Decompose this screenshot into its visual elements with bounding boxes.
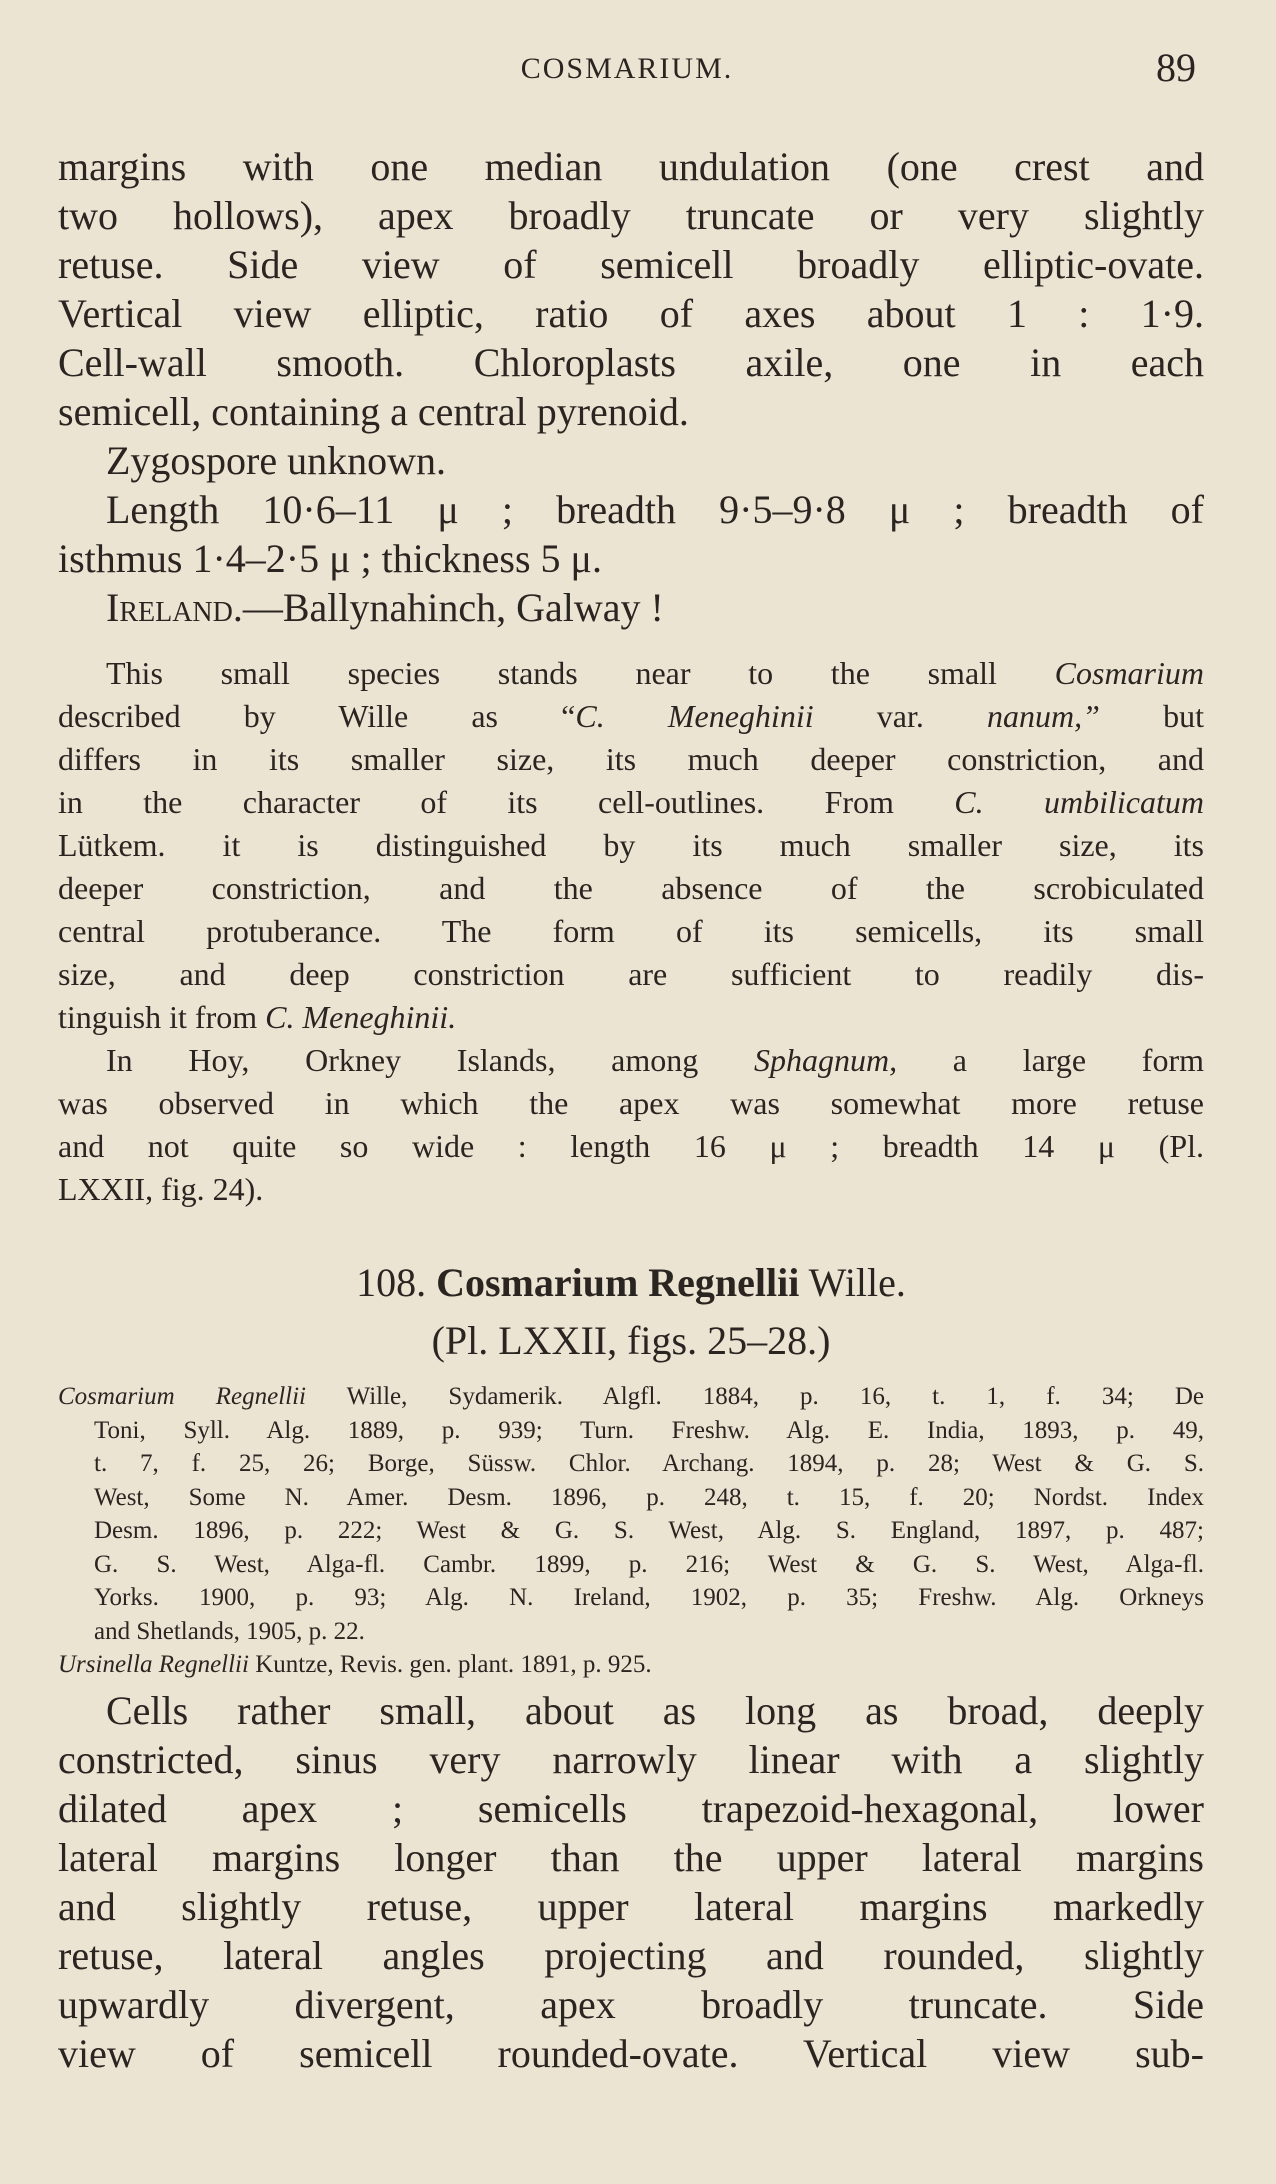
reference-line: Desm. 1896, p. 222; West & G. S. West, Alg. S. England, 1897, p. 487; <box>94 1517 1204 1544</box>
species-author: Wille. <box>799 1260 906 1305</box>
text-line: central protuberance. The form of its semicells, its small <box>58 913 1204 949</box>
text-line: was observed in which the apex was somewhat more retuse <box>58 1085 1204 1121</box>
species-heading <box>58 1254 1204 1370</box>
notes-paragraph <box>58 652 1204 1211</box>
reference-line: and Shetlands, 1905, p. 22. <box>94 1617 365 1645</box>
text-line: upwardly divergent, apex broadly truncate. Side <box>58 1982 1204 2027</box>
text-run: tinguish it from <box>58 999 266 1035</box>
text-run: This small species stands near to the small <box>106 655 1055 691</box>
text-run: a large form <box>897 1042 1205 1078</box>
reference-line: t. 7, f. 25, 26; Borge, Süssw. Chlor. Archang. 1894, p. 28; West & G. S. <box>94 1450 1204 1477</box>
italic-taxon: Sphagnum, <box>753 1042 898 1078</box>
text-line <box>58 652 1204 695</box>
text-line: Cells rather small, about as long as broad, deeply <box>106 1688 1204 1733</box>
text-line: deeper constriction, and the absence of the scrobiculated <box>58 870 1204 906</box>
species-number: 108. <box>356 1260 427 1305</box>
text-line <box>58 1039 1204 1082</box>
zygospore-note: Zygospore unknown. <box>106 438 446 483</box>
locality-country: Ireland. <box>106 585 243 630</box>
synonymy-references <box>58 1380 1204 1682</box>
text-line: semicell, containing a central pyrenoid. <box>58 389 689 434</box>
running-head: COSMARIUM. <box>520 52 734 85</box>
text-run: var. <box>813 698 988 734</box>
species-title <box>58 1254 1204 1312</box>
italic-taxon: Cosmarium Regnellii <box>58 1383 306 1410</box>
reference-line: Toni, Syll. Alg. 1889, p. 939; Turn. Freshw. Alg. E. India, 1893, p. 49, <box>94 1416 1204 1444</box>
italic-taxon: Ursinella Regnellii <box>58 1651 249 1678</box>
text-run: In Hoy, Orkney Islands, among <box>106 1042 754 1078</box>
text-line: margins with one median undulation (one crest and <box>58 144 1204 189</box>
italic-taxon: nanum,” <box>987 698 1100 734</box>
reference-line <box>58 1380 1204 1414</box>
text-line: and slightly retuse, upper lateral margins markedly <box>58 1884 1204 1929</box>
text-line: two hollows), apex broadly truncate or very slightly <box>58 193 1204 238</box>
text-line: retuse, lateral angles projecting and rounded, slightly <box>58 1933 1204 1978</box>
text-line: view of semicell rounded-ovate. Vertical view sub- <box>58 2031 1204 2076</box>
text-line <box>58 695 1204 738</box>
text-line: differs in its smaller size, its much deeper constriction, and <box>58 741 1204 777</box>
text-run: Wille, Sydamerik. Algfl. 1884, p. 16, t. 1, f. 34; De <box>306 1383 1205 1410</box>
reference-line: Yorks. 1900, p. 93; Alg. N. Ireland, 1902, p. 35; Freshw. Alg. Orkneys <box>94 1584 1204 1611</box>
plate-reference: (Pl. LXXII, figs. 25–28.) <box>431 1318 831 1363</box>
reference-block <box>58 1380 1204 1648</box>
text-line: lateral margins longer than the upper lateral margins <box>58 1835 1204 1880</box>
locality-place: —Ballynahinch, Galway ! <box>242 585 664 630</box>
text-line: constricted, sinus very narrowly linear with a slightly <box>58 1737 1204 1782</box>
italic-taxon: Cosmarium <box>1054 655 1204 691</box>
description-continued <box>58 142 1204 632</box>
text-run: Kuntze, Revis. gen. plant. 1891, p. 925. <box>248 1651 652 1678</box>
text-line: and not quite so wide : length 16 μ ; breadth 14 μ (Pl. <box>58 1128 1204 1164</box>
reference-block <box>58 1648 1204 1682</box>
italic-taxon: C. umbilicatum <box>954 784 1205 820</box>
text-run: in the character of its cell-outlines. From <box>58 784 955 820</box>
text-line <box>58 996 1204 1039</box>
text-line: dilated apex ; semicells trapezoid-hexagonal, lower <box>58 1786 1204 1831</box>
text-run: described by Wille as “ <box>58 698 576 734</box>
reference-line: West, Some N. Amer. Desm. 1896, p. 248, t. 15, f. 20; Nordst. Index <box>94 1483 1204 1511</box>
text-line: size, and deep constriction are sufficient to readily dis- <box>58 956 1204 992</box>
page-header <box>58 44 1196 104</box>
reference-line: G. S. West, Alga-fl. Cambr. 1899, p. 216; West & G. S. West, Alga-fl. <box>94 1550 1204 1578</box>
text-line: retuse. Side view of semicell broadly elliptic-ovate. <box>58 242 1204 287</box>
text-line <box>58 781 1204 824</box>
text-line: Lütkem. it is distinguished by its much smaller size, its <box>58 827 1204 863</box>
reference-line <box>58 1648 1204 1682</box>
locality-line <box>58 583 1204 632</box>
text-run: but <box>1099 698 1205 734</box>
species-name: Cosmarium Regnellii <box>436 1260 800 1305</box>
italic-taxon: C. Meneghinii <box>575 698 814 734</box>
species-description <box>58 1686 1204 2078</box>
page-number: 89 <box>1156 45 1196 90</box>
text-line: LXXII, fig. 24). <box>58 1171 264 1207</box>
italic-taxon: C. Meneghinii. <box>265 999 457 1035</box>
measurements-line: Length 10·6–11 μ ; breadth 9·5–9·8 μ ; breadth of <box>106 487 1204 532</box>
text-line: Cell-wall smooth. Chloroplasts axile, one in each <box>58 340 1204 385</box>
measurements-line: isthmus 1·4–2·5 μ ; thickness 5 μ. <box>58 536 602 581</box>
text-line: Vertical view elliptic, ratio of axes about 1 : 1·9. <box>58 291 1204 336</box>
